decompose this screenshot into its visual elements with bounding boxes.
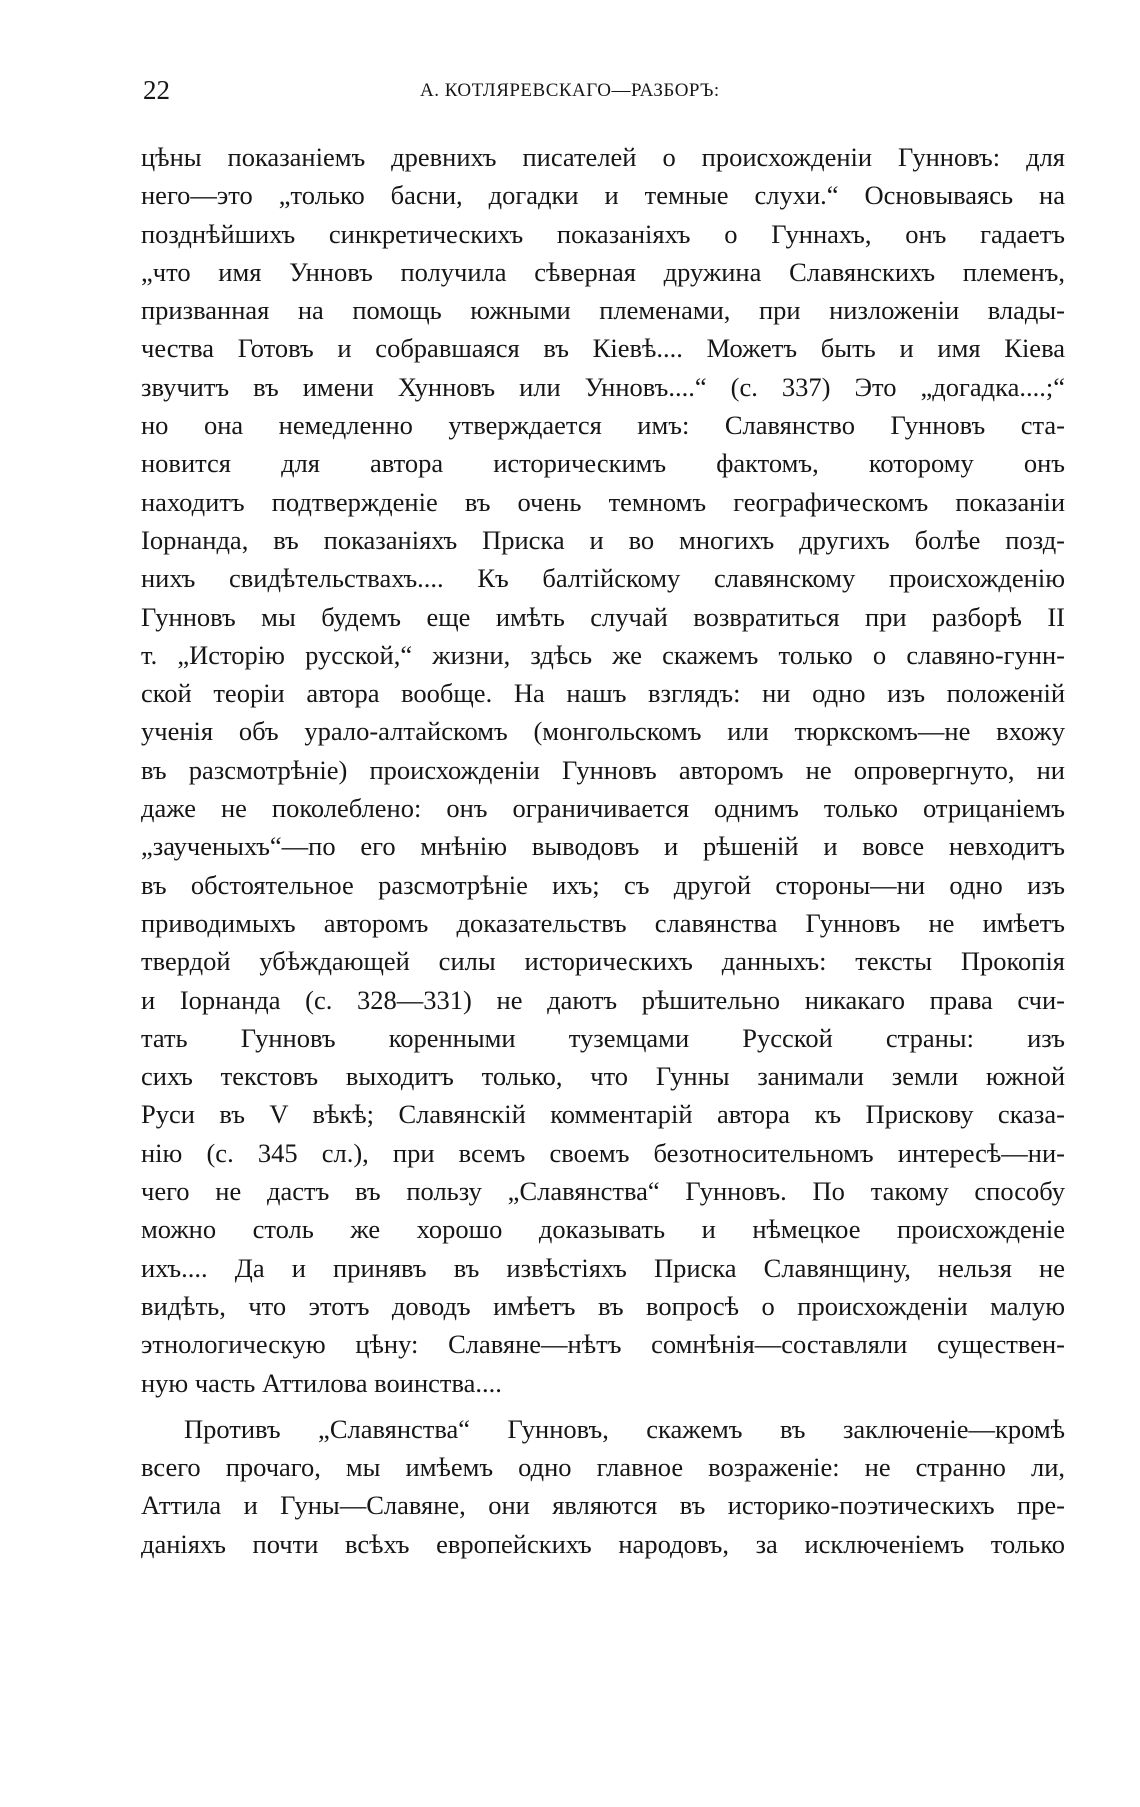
text-line: находитъ подтвержденіе въ очень темномъ географическомъ показаніи (141, 486, 1065, 517)
text-line: Руси въ V вѣкѣ; Славянскій комментарій автора къ Прискову сказа- (141, 1099, 1065, 1130)
text-line: призванная на помощь южными племенами, при низложеніи влады- (141, 295, 1065, 326)
text-line: ученія объ урало-алтайскомъ (монгольскомъ или тюркскомъ—не вхожу (141, 716, 1065, 747)
text-line: сихъ текстовъ выходитъ только, что Гунны занимали земли южной (141, 1061, 1065, 1092)
text-line: „заученыхъ“—по его мнѣнію выводовъ и рѣшеній и вовсе невходитъ (141, 831, 1065, 862)
text-line: Аттила и Гуны—Славяне, они являются въ историко-поэтическихъ пре- (141, 1490, 1065, 1521)
text-line: т. „Исторію русской,“ жизни, здѣсь же скажемъ только о славяно-гунн- (141, 639, 1065, 670)
text-line: него—это „только басни, догадки и темные слухи.“ Основываясь на (141, 180, 1065, 211)
text-line: въ обстоятельное разсмотрѣніе ихъ; съ другой стороны—ни одно изъ (141, 869, 1065, 900)
text-line: позднѣйшихъ синкретическихъ показаніяхъ о Гуннахъ, онъ гадаетъ (141, 218, 1065, 249)
text-line: „что имя Унновъ получила сѣверная дружина Славянскихъ племенъ, (141, 256, 1065, 287)
paragraph-1 (141, 138, 1065, 1402)
text-line: приводимыхъ авторомъ доказательствъ славянства Гунновъ не имѣетъ (141, 907, 1065, 938)
text-line: всего прочаго, мы имѣемъ одно главное возраженіе: не странно ли, (141, 1452, 1065, 1483)
text-line: тать Гунновъ коренными туземцами Русской страны: изъ (141, 1022, 1065, 1053)
text-line: нію (с. 345 сл.), при всемъ своемъ безотносительномъ интересѣ—ни- (141, 1137, 1065, 1168)
page-number: 22 (143, 75, 170, 105)
text-line: можно столь же хорошо доказывать и нѣмецкое происхожденіе (141, 1214, 1065, 1245)
text-line: Іорнанда, въ показаніяхъ Приска и во многихъ другихъ болѣе позд- (141, 524, 1065, 555)
text-line: но она немедленно утверждается имъ: Славянство Гунновъ ста- (141, 410, 1065, 441)
running-head: А. КОТЛЯРЕВСКАГО—РАЗБОРЪ: (420, 80, 720, 101)
text-line: въ разсмотрѣніе) происхожденіи Гунновъ авторомъ не опровергнуто, ни (141, 754, 1065, 785)
text-line: цѣны показаніемъ древнихъ писателей о происхожденіи Гунновъ: для (141, 142, 1065, 172)
paragraph-2 (141, 1410, 1065, 1563)
text-line: видѣть, что этотъ доводъ имѣетъ въ вопросѣ о происхожденіи малую (141, 1290, 1065, 1321)
text-line: чего не дастъ въ пользу „Славянства“ Гунновъ. По такому способу (141, 1176, 1065, 1207)
text-line: ихъ.... Да и принявъ въ извѣстіяхъ Приска Славянщину, нельзя не (141, 1252, 1065, 1283)
text-line: звучитъ въ имени Хунновъ или Унновъ....“ (с. 337) Это „догадка....;“ (141, 371, 1065, 402)
text-line: ской теоріи автора вообще. На нашъ взглядъ: ни одно изъ положеній (141, 678, 1065, 709)
body-text (141, 138, 1065, 1563)
paragraph-gap (141, 1402, 1065, 1410)
text-line: новится для автора историческимъ фактомъ, которому онъ (141, 448, 1065, 479)
text-line: твердой убѣждающей силы историческихъ данныхъ: тексты Прокопія (141, 946, 1065, 977)
text-line: ную часть Аттилова воинства.... (141, 1367, 502, 1398)
text-line: и Іорнанда (с. 328—331) не даютъ рѣшительно никакаго права счи- (141, 984, 1065, 1015)
text-line: Гунновъ мы будемъ еще имѣть случай возвратиться при разборѣ II (141, 601, 1065, 632)
text-line: Противъ „Славянства“ Гунновъ, скажемъ въ заключеніе—кромѣ (184, 1413, 1065, 1444)
text-line: даже не поколеблено: онъ ограничивается однимъ только отрицаніемъ (141, 793, 1065, 824)
text-line: этнологическую цѣну: Славяне—нѣтъ сомнѣнія—составляли существен- (141, 1329, 1065, 1360)
text-line: нихъ свидѣтельствахъ.... Къ балтійскому славянскому происхожденію (141, 563, 1065, 594)
text-line: чества Готовъ и собравшаяся въ Кіевѣ.... Можетъ быть и имя Кіева (141, 333, 1065, 364)
text-line: даніяхъ почти всѣхъ европейскихъ народовъ, за исключеніемъ только (141, 1528, 1065, 1559)
